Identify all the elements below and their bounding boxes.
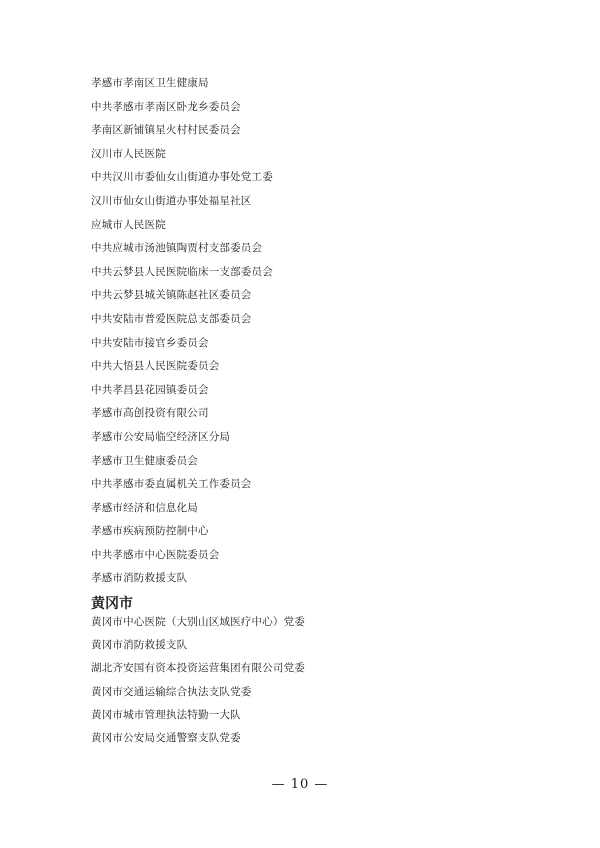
list-item: 中共孝感市孝南区卧龙乡委员会 bbox=[91, 100, 241, 113]
page-number: — 10 — bbox=[271, 777, 329, 792]
list-item: 湖北齐安国有资本投资运营集团有限公司党委 bbox=[91, 662, 305, 675]
list-item: 中共大悟县人民医院委员会 bbox=[91, 360, 220, 373]
list-item: 孝感市孝南区卫生健康局 bbox=[91, 77, 209, 89]
list-item: 汉川市人民医院 bbox=[91, 147, 166, 160]
list-item: 孝南区新铺镇星火村村民委员会 bbox=[91, 124, 241, 137]
list-item: 孝感市卫生健康委员会 bbox=[91, 454, 198, 467]
list-item: 中共孝昌县花园镇委员会 bbox=[91, 383, 209, 396]
list-item: 应城市人民医院 bbox=[91, 218, 166, 231]
organization-list bbox=[91, 76, 551, 754]
list-item: 孝感市高创投资有限公司 bbox=[91, 407, 209, 420]
section-heading-huanggang: 黄冈市 bbox=[91, 596, 133, 613]
list-item: 中共云梦县城关镇陈赵社区委员会 bbox=[91, 289, 252, 302]
list-item: 黄冈市交通运输综合执法支队党委 bbox=[91, 685, 252, 698]
list-item: 黄冈市消防救援支队 bbox=[91, 639, 188, 652]
list-item: 中共汉川市委仙女山街道办事处党工委 bbox=[91, 171, 273, 184]
organization-list-huanggang bbox=[91, 615, 551, 745]
list-item: 汉川市仙女山街道办事处福星社区 bbox=[91, 194, 252, 207]
list-item: 中共云梦县人民医院临床一支部委员会 bbox=[91, 265, 273, 278]
list-item: 中共安陆市接官乡委员会 bbox=[91, 336, 209, 349]
list-item: 黄冈市中心医院（大别山区域医疗中心）党委 bbox=[91, 616, 305, 629]
list-item: 孝感市公安局临空经济区分局 bbox=[91, 430, 231, 443]
list-item: 中共安陆市普爱医院总支部委员会 bbox=[91, 312, 252, 325]
organization-list-xiaogan bbox=[91, 76, 551, 585]
list-item: 孝感市疾病预防控制中心 bbox=[91, 525, 209, 538]
list-item: 中共孝感市委直属机关工作委员会 bbox=[91, 478, 252, 491]
list-item: 黄冈市城市管理执法特勤一大队 bbox=[91, 708, 241, 721]
list-item: 孝感市经济和信息化局 bbox=[91, 501, 198, 514]
list-item: 黄冈市公安局交通警察支队党委 bbox=[91, 732, 241, 744]
list-item: 中共孝感市中心医院委员会 bbox=[91, 548, 220, 561]
list-item: 中共应城市汤池镇陶贾村支部委员会 bbox=[91, 242, 263, 255]
list-item: 孝感市消防救援支队 bbox=[91, 572, 188, 585]
